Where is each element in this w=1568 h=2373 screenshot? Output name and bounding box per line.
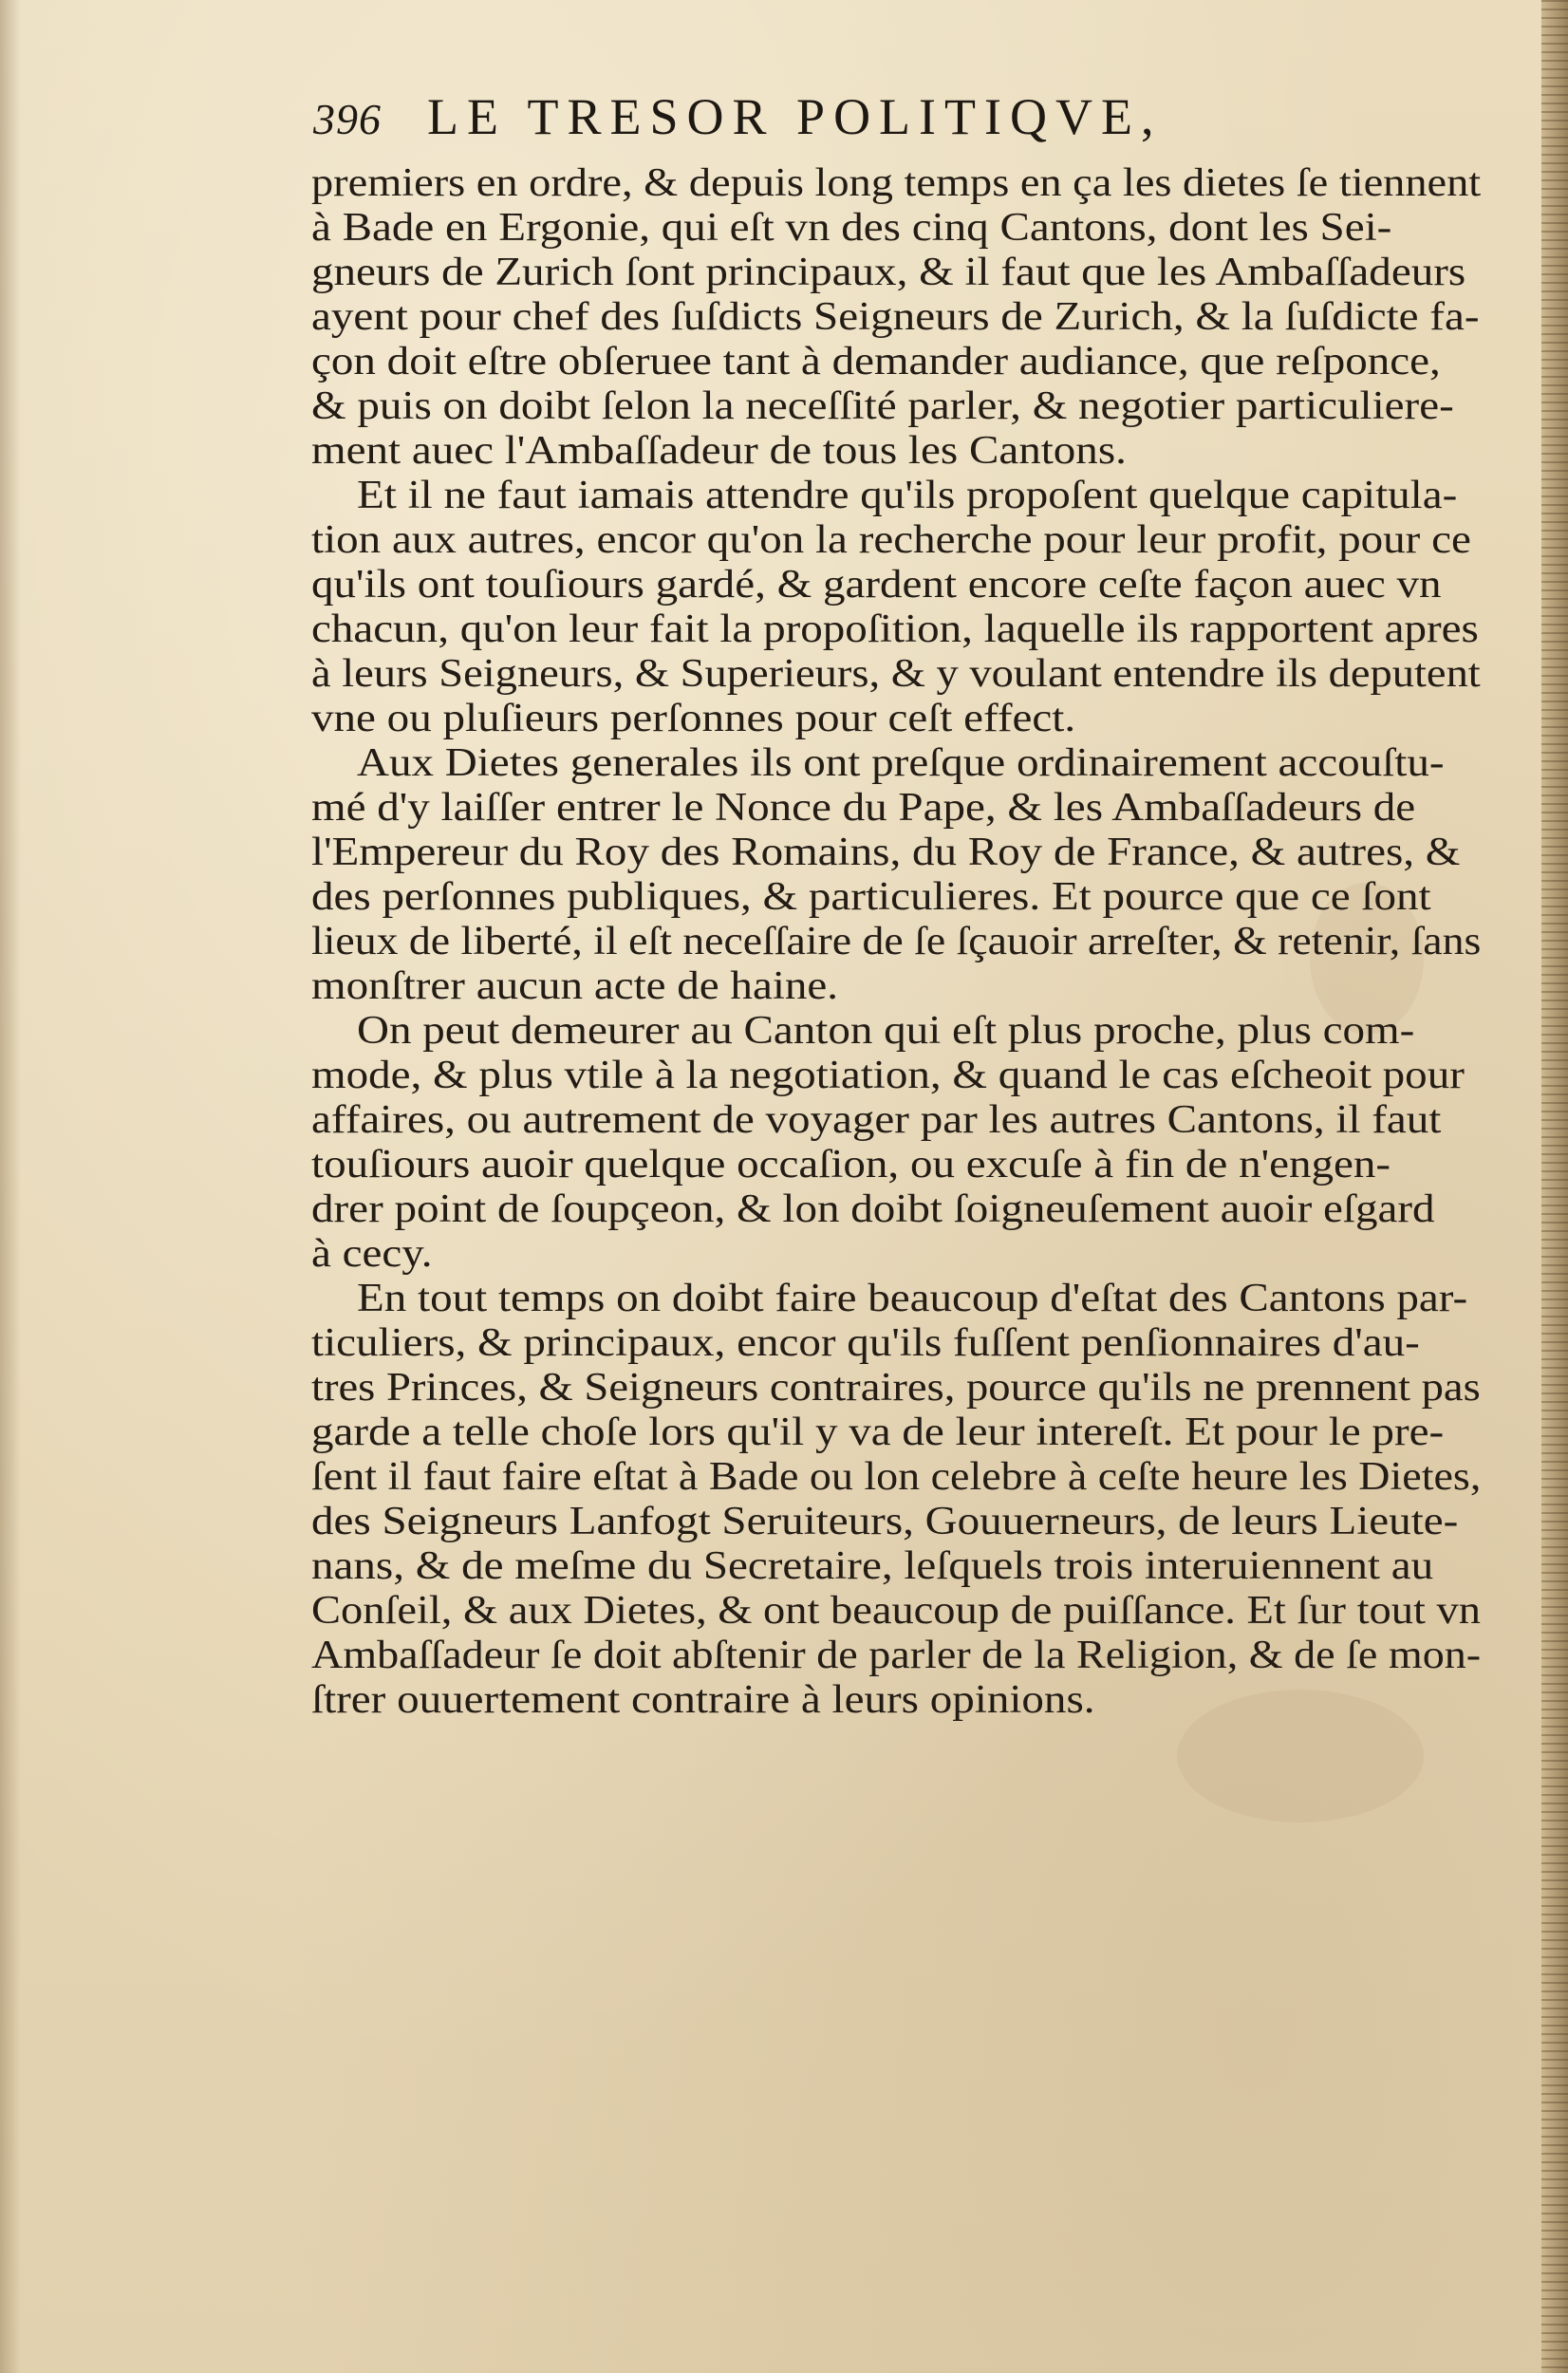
text-line: vne ou pluſieurs perſonnes pour ceſt effect. xyxy=(311,697,1076,740)
text-line: drer point de ſoupçeon, & lon doibt ſoigneuſement auoir eſgard xyxy=(311,1187,1435,1231)
text-line: l'Empereur du Roy des Romains, du Roy de France, & autres, & xyxy=(311,831,1461,874)
text-line: à Bade en Ergonie, qui eſt vn des cinq Cantons, dont les Sei- xyxy=(311,206,1392,250)
body-text xyxy=(311,161,1481,1723)
gutter-shadow xyxy=(0,0,21,2373)
text-line: tion aux autres, encor qu'on la recherche pour leur profit, pour ce xyxy=(311,518,1471,562)
page-number: 396 xyxy=(313,95,382,143)
text-line: ſent il faut faire eſtat à Bade ou lon celebre à ceſte heure les Dietes, xyxy=(311,1455,1482,1499)
text-line: ſtrer ouuertement contraire à leurs opinions. xyxy=(311,1678,1095,1722)
text-line: ayent pour chef des ſuſdicts Seigneurs de Zurich, & la ſuſdicte fa- xyxy=(311,295,1480,339)
text-line: ment auec l'Ambaſſadeur de tous les Cantons. xyxy=(311,429,1127,473)
text-line: Et il ne faut iamais attendre qu'ils propoſent quelque capitula- xyxy=(357,474,1458,517)
text-line: & puis on doibt ſelon la neceſſité parler, & negotier particuliere- xyxy=(311,384,1454,428)
text-line: lieux de liberté, il eſt neceſſaire de ſe ſçauoir arreſter, & retenir, ſans xyxy=(311,920,1482,963)
text-line: Aux Dietes generales ils ont preſque ordinairement accouſtu- xyxy=(357,741,1445,785)
text-line: Conſeil, & aux Dietes, & ont beaucoup de puiſſance. Et ſur tout vn xyxy=(311,1589,1481,1633)
text-line: des Seigneurs Lanfogt Seruiteurs, Gouuerneurs, de leurs Lieute- xyxy=(311,1500,1459,1543)
running-header xyxy=(313,87,1471,163)
running-title: LE TRESOR POLITIQVE, xyxy=(427,88,1163,145)
text-line: affaires, ou autrement de voyager par les autres Cantons, il faut xyxy=(311,1098,1442,1142)
text-line: En tout temps on doibt faire beaucoup d'eſtat des Cantons par- xyxy=(357,1277,1468,1320)
text-line: On peut demeurer au Canton qui eſt plus proche, plus com- xyxy=(357,1009,1415,1053)
text-line: qu'ils ont touſiours gardé, & gardent encore ceſte façon auec vn xyxy=(311,563,1442,607)
text-line: à leurs Seigneurs, & Superieurs, & y voulant entendre ils deputent xyxy=(311,652,1481,696)
text-line: ticuliers, & principaux, encor qu'ils fuſſent penſionnaires d'au- xyxy=(311,1321,1420,1365)
text-line: à cecy. xyxy=(311,1232,433,1276)
text-line: Ambaſſadeur ſe doit abſtenir de parler de la Religion, & de ſe mon- xyxy=(311,1634,1482,1677)
text-line: garde a telle choſe lors qu'il y va de leur intereſt. Et pour le pre- xyxy=(311,1411,1445,1454)
text-line: touſiours auoir quelque occaſion, ou excuſe à fin de n'engen- xyxy=(311,1143,1391,1186)
text-line: çon doit eſtre obſeruee tant à demander audiance, que reſponce, xyxy=(311,340,1441,383)
text-line: gneurs de Zurich ſont principaux, & il faut que les Ambaſſadeurs xyxy=(311,251,1466,294)
text-line: chacun, qu'on leur fait la propoſition, laquelle ils rapportent apres xyxy=(311,607,1479,651)
text-line: mode, & plus vtile à la negotiation, & quand le cas eſcheoit pour xyxy=(311,1054,1465,1097)
text-line: nans, & de meſme du Secretaire, leſquels trois interuiennent au xyxy=(311,1544,1434,1588)
text-line: tres Princes, & Seigneurs contraires, pource qu'ils ne prennent pas xyxy=(311,1366,1481,1410)
text-line: mé d'y laiſſer entrer le Nonce du Pape, & les Ambaſſadeurs de xyxy=(311,786,1416,830)
text-line: monſtrer aucun acte de haine. xyxy=(311,964,839,1008)
text-line: des perſonnes publiques, & particulieres. Et pource que ce ſont xyxy=(311,875,1431,919)
page-edge xyxy=(1541,0,1568,2373)
text-line: premiers en ordre, & depuis long temps en ça les dietes ſe tiennent xyxy=(311,161,1482,205)
